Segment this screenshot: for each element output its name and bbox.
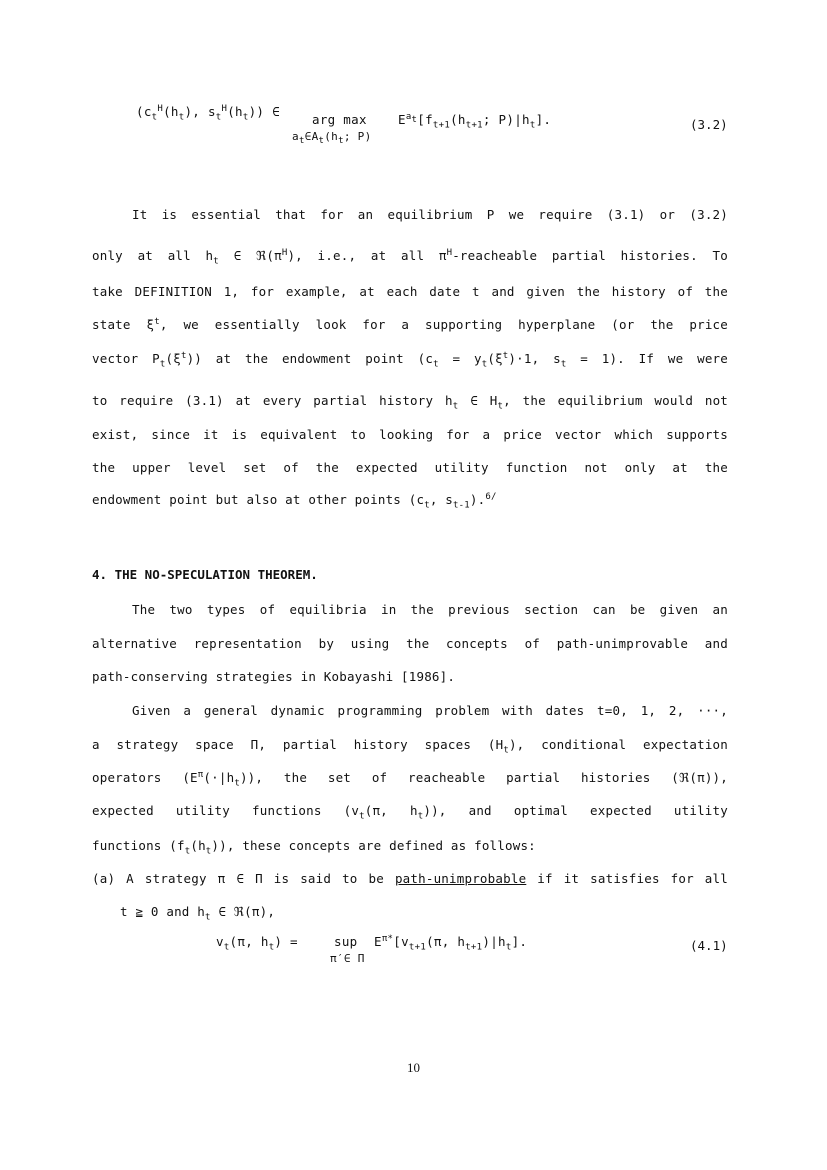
equation-number-3-2: (3.2) [690,117,728,132]
text-line: exist, since it is equivalent to looking for a price vector which supports [92,427,728,442]
text-line: expected utility functions ($v_t(\pi$, $h_t$)), and optimal expected utility [92,803,728,822]
item-a-suffix: if it satisfies for all [526,871,728,886]
text-line: state $\xi^t$, we essentially look for a supporting hyperplane (or the price [92,317,728,333]
equation-4-1: $v_t(\pi$, $h_t$) = sup π′∈ Π $E^{\pi*}[v_{t+1}(\pi$, $h_{t+1})|h_t$]. [216,934,528,965]
text-line: The two types of equilibria in the previous section can be given an [132,602,728,617]
page-number: 10 [407,1060,420,1075]
equation-number-4-1: (4.1) [690,938,728,953]
text-line: a strategy space Π, partial history spaces $(H_t)$, conditional expectation [92,737,728,756]
text-line: path-conserving strategies in Kobayashi [1986]. [92,669,456,684]
text-line: to require (3.1) at every partial history $h_t$ ∈ $H_t$, the equilibrium would not [92,393,729,412]
equation-3-2: ($c_t^H(h_t)$, $s_t^H(h_t)$) ∈ arg max $a_t\in A_t(h_t$; P) $E^{a_t}[f_{t+1}(h_{t+1}$; $P)|h_t$]. [136,104,552,147]
section-heading: 4. THE NO-SPECULATION THEOREM. [92,567,318,582]
text-line: functions $(f_t(h_t))$, these concepts are defined as follows: [92,838,536,857]
text-line: vector $P_t(\xi^t)$) at the endowment point ($c_t = y_t(\xi^t)\cdot 1$, $s_t = 1$). If we were [92,351,729,370]
text-line: t ≧ 0 and $h_t$ ∈ ℜ(π), [120,904,276,923]
definition-item-a [92,871,728,886]
item-a-prefix: (a) A strategy π ∈ Π is said to be [92,871,395,886]
text-line: only at all $h_t$ ∈ $ℜ(\pi^H)$, i.e., at all $\pi^H$-reacheable partial histories. To [92,248,728,267]
defined-term: path-unimprobable [394,871,527,886]
text-line: Given a general dynamic programming problem with dates t=0, 1, 2, ···, [132,703,728,718]
text-line: the upper level set of the expected utility function not only at the [92,460,728,475]
text-line: operators $(E^\pi(\cdot|h_t))$, the set of reacheable partial histories (ℜ(π)), [92,770,729,789]
text-line: take DEFINITION 1, for example, at each date t and given the history of the [92,284,728,299]
text-line: endowment point but also at other points ($c_t$, $s_{t-1}).^{6/}$ [92,492,497,511]
text-line: alternative representation by using the concepts of path-unimprovable and [92,636,728,651]
text-line: It is essential that for an equilibrium P we require (3.1) or (3.2) [132,207,728,222]
